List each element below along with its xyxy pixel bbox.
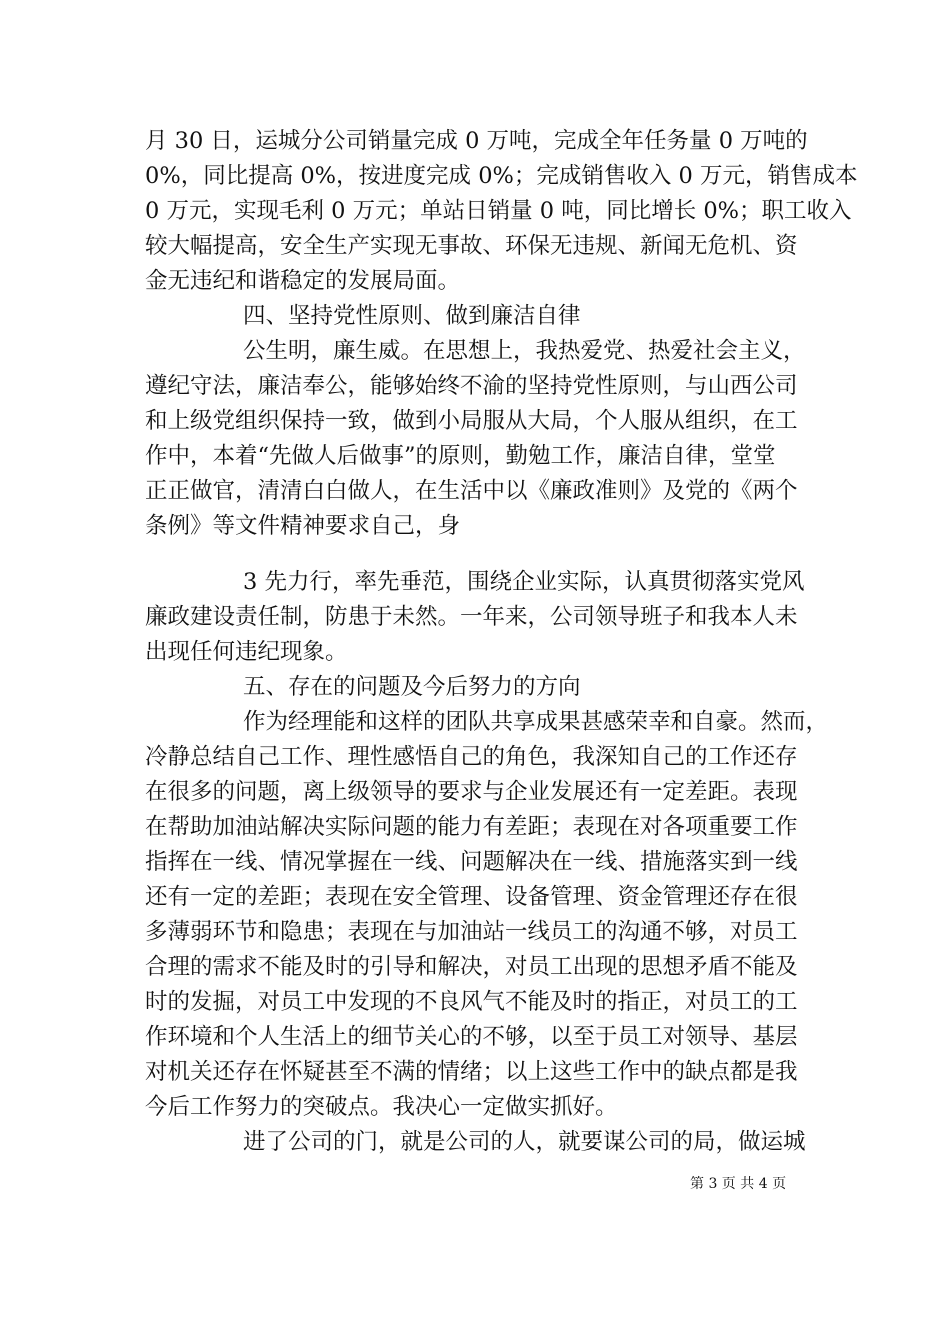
text-line: 在很多的问题，离上级领导的要求与企业发展还有一定差距。表现 [145, 779, 798, 805]
text-line: 和上级党组织保持一致，做到小局服从大局，个人服从组织，在工 [145, 408, 798, 434]
text-line: 3 先力行，率先垂范，围绕企业实际，认真贯彻落实党风 [243, 569, 805, 595]
text-line: 月 30 日，运城分公司销量完成 0 万吨，完成全年任务量 0 万吨的 [145, 128, 808, 154]
text-line: 作环境和个人生活上的细节关心的不够，以至于员工对领导、基层 [145, 1024, 798, 1050]
section-heading: 五、存在的问题及今后努力的方向 [243, 674, 581, 700]
text-line: 出现任何违纪现象。 [145, 639, 348, 665]
text-line: 金无违纪和谐稳定的发展局面。 [145, 268, 461, 294]
text-line: 廉政建设责任制，防患于未然。一年来，公司领导班子和我本人未 [145, 604, 798, 630]
text-line: 在帮助加油站解决实际问题的能力有差距；表现在对各项重要工作 [145, 814, 798, 840]
text-line: 作为经理能和这样的团队共享成果甚感荣幸和自豪。然而， [243, 709, 829, 735]
text-line: 还有一定的差距；表现在安全管理、设备管理、资金管理还存在很 [145, 884, 798, 910]
section-heading: 四、坚持党性原则、做到廉洁自律 [243, 303, 581, 329]
text-line: 0%，同比提高 0%，按进度完成 0%；完成销售收入 0 万元，销售成本 [145, 163, 858, 189]
text-line: 较大幅提高，安全生产实现无事故、环保无违规、新闻无危机、资 [145, 233, 798, 259]
text-line: 进了公司的门，就是公司的人，就要谋公司的局，做运城 [243, 1129, 806, 1155]
text-line: 0 万元，实现毛利 0 万元；单站日销量 0 吨，同比增长 0%；职工收入 [145, 198, 852, 224]
text-line: 条例》等文件精神要求自己，身 [145, 513, 461, 539]
text-line: 合理的需求不能及时的引导和解决，对员工出现的思想矛盾不能及 [145, 954, 798, 980]
text-line: 冷静总结自己工作、理性感悟自己的角色，我深知自己的工作还存 [145, 744, 798, 770]
text-line: 今后工作努力的突破点。我决心一定做实抓好。 [145, 1094, 618, 1120]
text-line: 多薄弱环节和隐患；表现在与加油站一线员工的沟通不够，对员工 [145, 919, 798, 945]
text-line: 时的发掘，对员工中发现的不良风气不能及时的指正，对员工的工 [145, 989, 798, 1015]
text-line: 指挥在一线、情况掌握在一线、问题解决在一线、措施落实到一线 [145, 849, 798, 875]
text-line: 遵纪守法，廉洁奉公，能够始终不渝的坚持党性原则，与山西公司 [145, 373, 798, 399]
text-line: 正正做官，清清白白做人，在生活中以《廉政准则》及党的《两个 [145, 478, 798, 504]
text-line: 对机关还存在怀疑甚至不满的情绪；以上这些工作中的缺点都是我 [145, 1059, 798, 1085]
text-line: 作中，本着“先做人后做事”的原则，勤勉工作，廉洁自律，堂堂 [145, 443, 776, 469]
text-line: 公生明，廉生威。在思想上，我热爱党、热爱社会主义， [243, 338, 806, 364]
page-number-footer: 第 3 页 共 4 页 [690, 1176, 787, 1192]
